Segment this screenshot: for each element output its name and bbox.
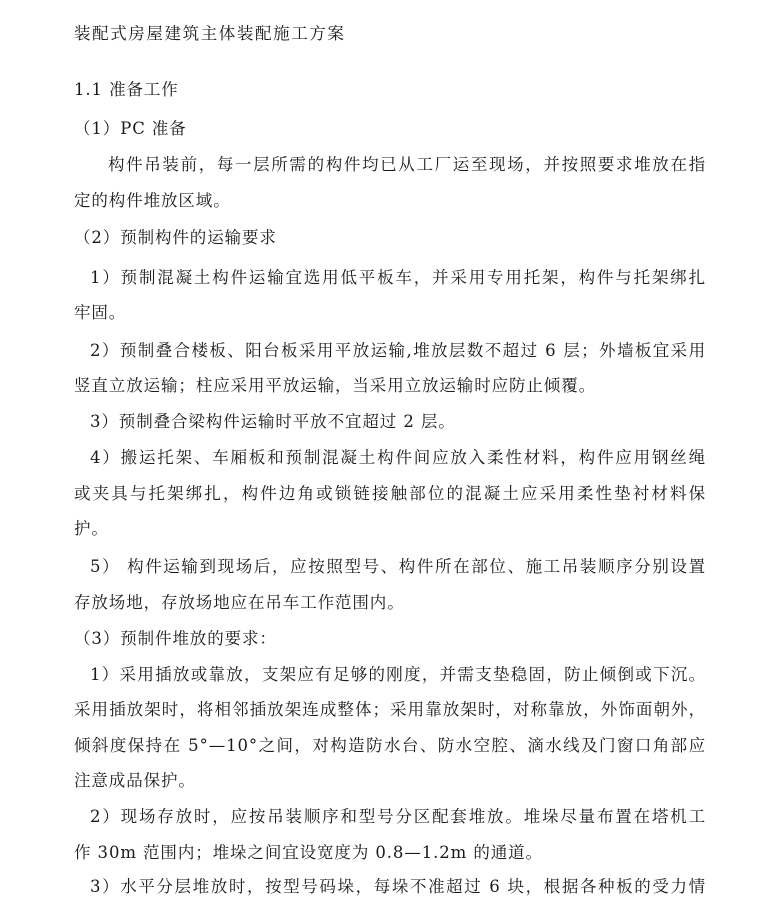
- paragraph-line: 或夹具与托架绑扎，构件边角或锁链接触部位的混凝土应采用柔性垫衬材料保: [74, 484, 706, 503]
- paragraph-line: 定的构件堆放区域。: [74, 191, 231, 210]
- paragraph-line: 1）预制混凝土构件运输宜选用低平板车，并采用专用托架，构件与托架绑扎: [90, 268, 706, 287]
- paragraph-line: 竖直立放运输；柱应采用平放运输，当采用立放运输时应防止倾覆。: [74, 376, 596, 395]
- paragraph-line: 4）搬运托架、车厢板和预制混凝土构件间应放入柔性材料，构件应用钢丝绳: [90, 448, 706, 467]
- paragraph-line: 5） 构件运输到现场后，应按照型号、构件所在部位、施工吊装顺序分别设置: [90, 557, 706, 576]
- paragraph-line: 护。: [74, 519, 109, 538]
- paragraph-line: 3）水平分层堆放时，按型号码垛，每垛不准超过 6 块，根据各种板的受力情: [90, 877, 706, 896]
- paragraph-line: 注意成品保护。: [74, 771, 196, 790]
- paragraph-line: 3）预制叠合梁构件运输时平放不宜超过 2 层。: [90, 412, 456, 431]
- subsection-heading: （3）预制件堆放的要求：: [74, 629, 277, 648]
- paragraph-line: 存放场地，存放场地应在吊车工作范围内。: [74, 593, 405, 612]
- paragraph-line: 2）现场存放时，应按吊装顺序和型号分区配套堆放。堆垛尽量布置在塔机工: [90, 807, 706, 826]
- paragraph-line: 构件吊装前，每一层所需的构件均已从工厂运至现场，并按照要求堆放在指: [108, 155, 706, 174]
- subsection-heading: （1）PC 准备: [74, 119, 187, 138]
- paragraph-line: 2）预制叠合楼板、阳台板采用平放运输,堆放层数不超过 6 层；外墙板宜采用: [90, 341, 706, 360]
- paragraph-line: 牢固。: [74, 303, 127, 322]
- paragraph-line: 倾斜度保持在 5°—10°之间，对构造防水台、防水空腔、滴水线及门窗口角部应: [74, 736, 706, 755]
- paragraph-line: 作 30m 范围内；堆垛之间宜设宽度为 0.8—1.2m 的通道。: [74, 843, 543, 862]
- paragraph-line: 1）采用插放或靠放，支架应有足够的刚度，并需支垫稳固，防止倾倒或下沉。: [90, 665, 706, 684]
- paragraph-line: 采用插放架时，将相邻插放架连成整体；采用靠放架时，对称靠放，外饰面朝外，: [74, 700, 706, 719]
- section-heading: 1.1 准备工作: [74, 80, 179, 99]
- document-title: 装配式房屋建筑主体装配施工方案: [74, 24, 346, 43]
- subsection-heading: （2）预制构件的运输要求: [74, 228, 277, 247]
